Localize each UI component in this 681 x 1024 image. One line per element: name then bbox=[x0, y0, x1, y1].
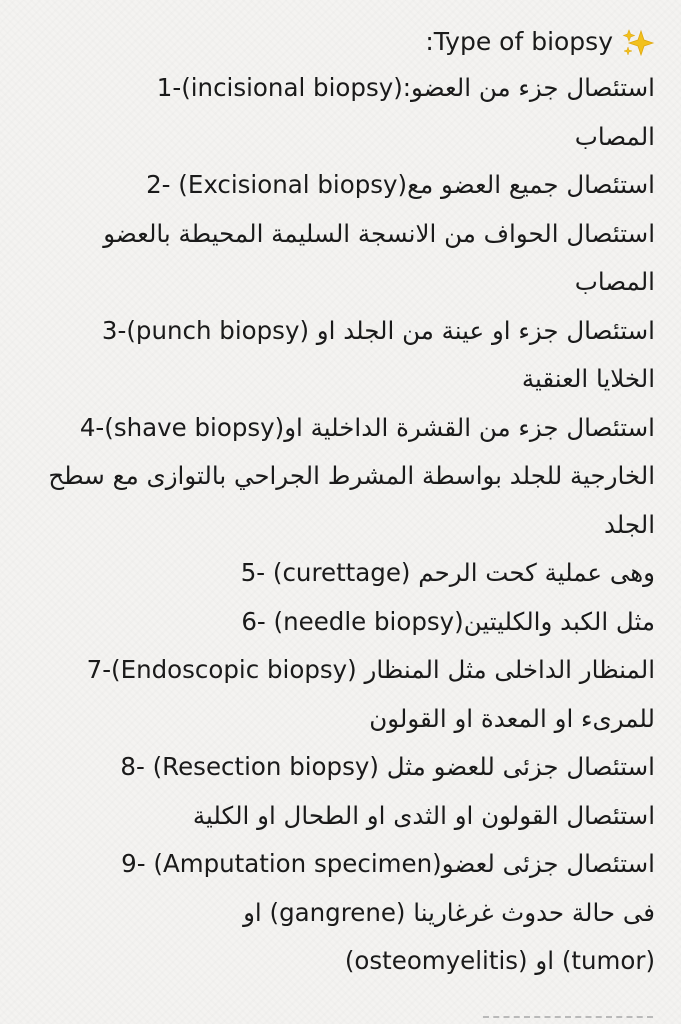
note-title: :Type of biopsy bbox=[425, 27, 613, 56]
note-line: الخلايا العنقية bbox=[521, 364, 655, 393]
note-line: 9- (Amputation specimen)استئصال جزئى لعضو bbox=[121, 849, 655, 878]
note-line: 6- (needle biopsy)مثل الكبد والكليتين bbox=[241, 606, 655, 636]
note-body bbox=[0, 20, 681, 986]
note-line: المصاب bbox=[574, 121, 655, 151]
note-title-row bbox=[18, 20, 655, 64]
note-line: 3-(punch biopsy) استئصال جزء او عينة من الجلد او bbox=[101, 315, 655, 345]
sparkles-icon bbox=[621, 28, 655, 58]
note-line: 8- (Resection biopsy) استئصال جزئى للعضو مثل bbox=[120, 752, 655, 781]
note-line: فى حالة حدوث غرغارينا (gangrene) او bbox=[243, 897, 655, 927]
note-line: 7-(Endoscopic biopsy) المنظار الداخلى مثل المنظار bbox=[86, 655, 655, 684]
note-line: 5- (curettage) وهى عملية كحت الرحم bbox=[240, 558, 655, 587]
note-line: 4-(shave biopsy)استئصال جزء من القشرة الداخلية او bbox=[79, 412, 655, 442]
note-line: للمرىء او المعدة او القولون bbox=[369, 703, 655, 733]
separator-divider bbox=[483, 1016, 653, 1024]
note-line: استئصال الحواف من الانسجة السليمة المحيطة بالعضو bbox=[103, 218, 655, 248]
note-line: الخارجية للجلد بواسطة المشرط الجراحي بالتوازى مع سطح bbox=[48, 461, 655, 490]
note-line: 2- (Excisional biopsy)استئصال جميع العضو مع bbox=[146, 170, 655, 199]
note-line: (osteomyelitis) او (tumor) bbox=[344, 946, 655, 975]
note-line: 1-(incisional biopsy):استئصال جزء من العضو bbox=[156, 73, 655, 102]
note-line: استئصال القولون او الثدى او الطحال او الكلية bbox=[192, 800, 655, 830]
note-line: الجلد bbox=[603, 509, 655, 539]
note-line: المصاب bbox=[574, 267, 655, 296]
